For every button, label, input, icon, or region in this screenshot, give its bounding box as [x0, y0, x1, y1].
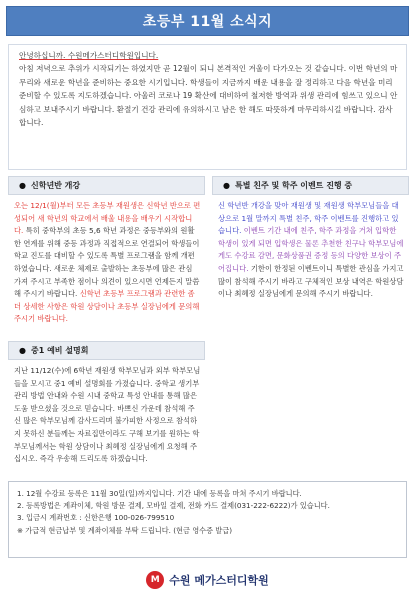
- page-title: 초등부 11월 소식지: [142, 14, 273, 30]
- section-body-event: 신 학년반 개강을 맞아 재원생 및 재원생 학부모님들을 대상으로 1월 말까지 특별 친주, 학주 이벤트를 진행하고 있습니다. 이벤트 기간 내에 친주, 학주 과정을 거쳐 입학한 학생이 있게 되면 입학생은 물론 추천한 친구나 학부모님에게도 수강료 감면, 문화상품권 증정 등의 다양한 보상이 주어집니다. 기한이 한정된 이벤트이니 특별한 관심을 가지고 많이 참석해 주시기 바라고 구체적인 보상 내역은 학원상담이나 최혜정 실장님에게 문의해 주시기 바랍니다.: [218, 201, 404, 299]
- section-heading-briefing: ● 중1 예비 설명회: [8, 341, 205, 360]
- note-line: 3. 입금시 계좌번호 : 신한은행 100-026-799510: [17, 513, 175, 523]
- note-line: 2. 등록방법은 계좌이체, 학원 방문 결제, 모바일 결제, 전화 카드 결제(031-222-6222)가 있습니다.: [17, 501, 330, 511]
- intro-greeting: 안녕하십니까. 수원메가스터디학원입니다.: [19, 51, 159, 60]
- title-banner: [6, 6, 409, 36]
- section-heading-event: ● 특별 친주 및 학주 이벤트 진행 중: [212, 176, 409, 195]
- note-line: ※ 가급적 현금납부 및 계좌이체를 부탁 드립니다. (현금 영수증 발급): [17, 525, 233, 535]
- notes-box: [8, 481, 407, 558]
- intro-box: [8, 44, 407, 170]
- note-line: 1. 12월 수강료 등록은 11월 30일(일)까지입니다. 기간 내에 등록을 마쳐 주시기 바랍니다.: [17, 489, 302, 498]
- section-body-briefing: 지난 11/12(수)에 6학년 재원생 학부모님과 외부 학부모님들을 모시고 중1 예비 설명회를 가졌습니다. 중학교 생기부 관리 방법 안내와 수원 시내 중학교 특성 안내를 통해 많은 도움 받으셨을 것으로 믿습니다. 바쁘신 가운데 참석해 주신 많은 학부모님께 감사드리며 불가피한 사정으로 참석하지 못하신 분들께는 자료집만이라도 구해 보기를 원하는 학부모님께서는 학원 상담이나 최혜정 실장님에게 요청해 주십시오. 즉각 우송해 드리도록 하겠습니다.: [14, 366, 201, 464]
- bullet-icon: ●: [19, 181, 26, 190]
- section-heading-new-class: ● 신학년반 개강: [8, 176, 205, 195]
- section-body-new-class: 오는 12/1(월)부터 모든 초등부 재원생은 신학년 반으로 편성되어 새 학년의 학교에서 배울 내용을 배우기 시작합니다. 특히 중학부의 초등 5,6 학년 과정은 중등부와의 원활한 연계를 위해 중등 과정과 직접적으로 연결되어 학생들이 학교 진도를 대비할 수 있도록 특별 프로그램을 함께 개편하였습니다. 새로운 체제로 출발하는 초등부에 많은 관심 가져 주시고 부족한 점이나 의견이 있으시면 언제든지 말씀해 주시기 바랍니다. 신학년 초등부 프로그램과 관련한 좀 더 상세한 사항은 학원 상담이나 초등부 실장님에게 문의해 주시기 바랍니다.: [14, 201, 201, 324]
- footer: [0, 568, 415, 592]
- intro-body: 아침 저녁으로 추위가 시작되기는 하였지만 곧 12월이 되니 본격적인 겨울이 다가오는 것 같습니다. 이번 학년의 마무리와 새로운 학년을 준비하는 중요한 시기입니다. 학생들이 지금까지 배운 내용을 잘 정리하고 다음 학년을 미리 준비할 수 있도록 지도하겠습니다. 아울러 코로나 19 확산에 대비하여 철저한 방역과 위생 관리에 힘쓰고 있으니 안심하고 보내주시기 바랍니다. 환절기 건강 관리에 유의하시고 남은 한 해도 따뜻하게 마무리하시길 바랍니다. 감사합니다.: [19, 64, 398, 128]
- right-column: [212, 176, 409, 305]
- logo-icon: M: [146, 571, 164, 589]
- bullet-icon: ●: [223, 181, 230, 190]
- left-column: [8, 176, 205, 470]
- academy-name: 수원 메가스터디학원: [169, 574, 269, 587]
- bullet-icon: ●: [19, 346, 26, 355]
